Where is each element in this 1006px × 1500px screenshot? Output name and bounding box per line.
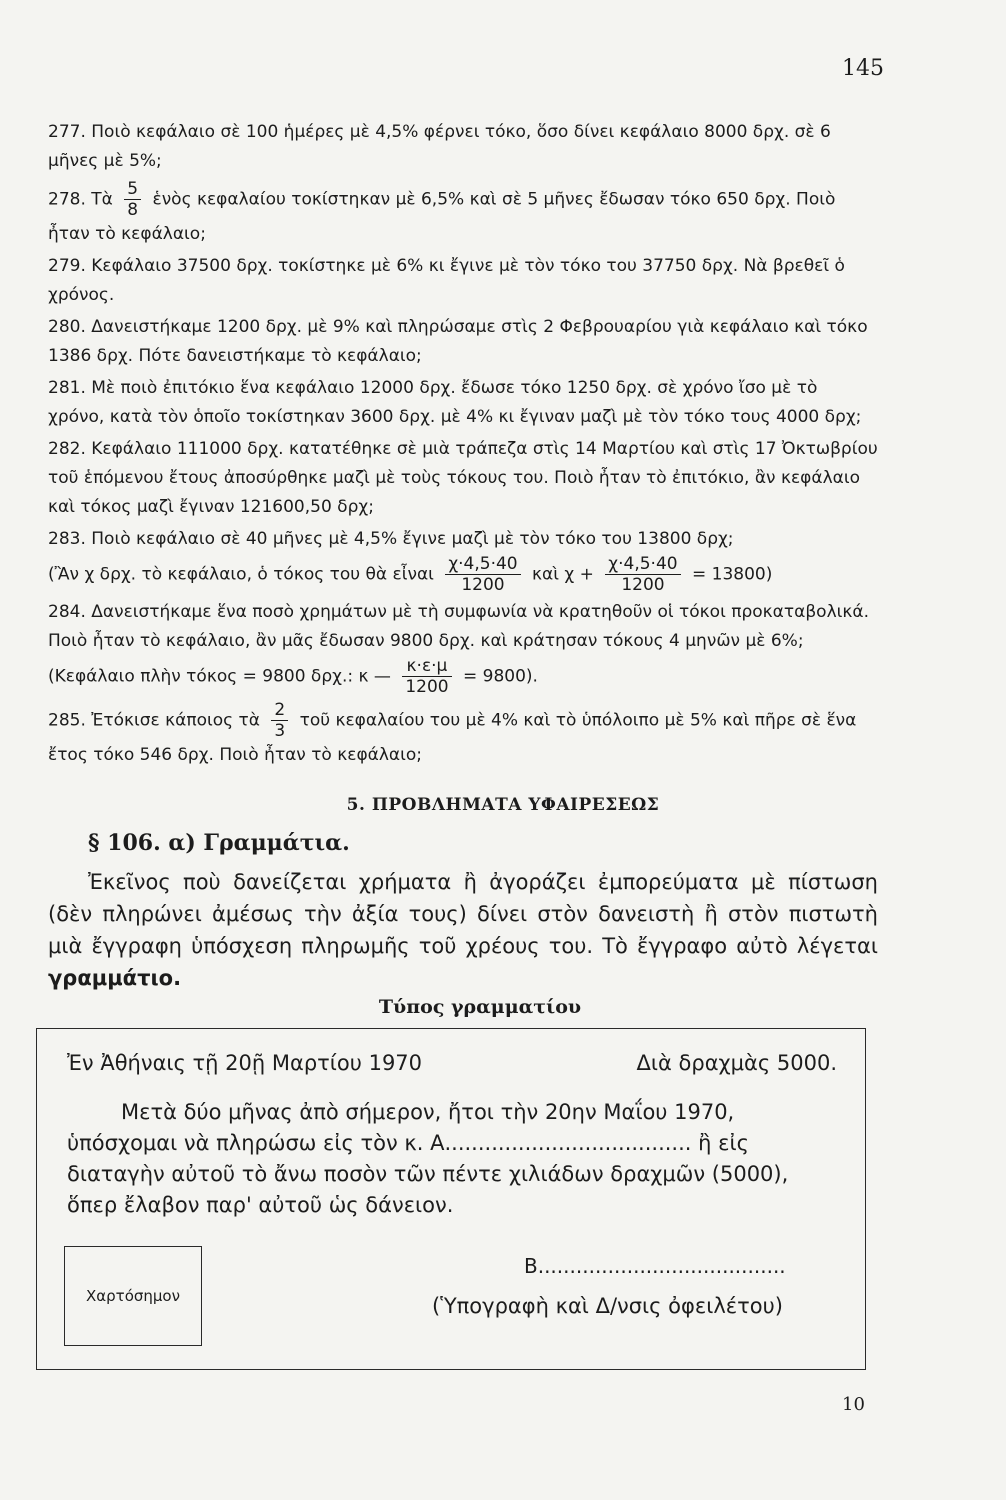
fraction-numerator: 2 <box>271 700 288 721</box>
fraction <box>271 700 288 741</box>
fraction-denominator: 1200 <box>621 575 665 595</box>
problem-text: 284. Δανειστήκαμε ἕνα ποσὸ χρημάτων μὲ τὴ συμφωνία νὰ κρατηθοῦν οἱ τόκοι προκαταβολικά. Ποιὸ ἦταν τὸ κεφάλαιο, ἂν μᾶς ἔδωσαν 9800 δρχ. καὶ κράτησαν τόκους 4 μηνῶν μὲ 6%; <box>48 602 870 651</box>
fraction-numerator: χ·4,5·40 <box>605 554 680 575</box>
footer-number: 10 <box>842 1394 865 1415</box>
hint-text: = 9800). <box>462 666 538 687</box>
fraction-numerator: χ·4,5·40 <box>445 554 520 575</box>
note-amount: Διὰ δραχμὰς 5000. <box>636 1051 837 1075</box>
intro-paragraph <box>48 866 878 994</box>
problem-text: 283. Ποιὸ κεφάλαιο σὲ 40 μῆνες μὲ 4,5% ἔγινε μαζὶ μὲ τὸν τόκο του 13800 δρχ; <box>48 529 734 549</box>
fraction-numerator: κ·ε·μ <box>402 656 451 677</box>
paragraph-text: Ἐκεῖνος ποὺ δανείζεται χρήματα ἢ ἀγοράζει ἐμπορεύματα μὲ πίστωση (δὲν πληρώνει ἀμέσως τὴν ἀξία τους) δίνει στὸν δανειστὴ ἢ στὸν πιστωτὴ μιὰ ἔγγραφη ὑπόσχεση πληρωμῆς τοῦ χρέους του. Τὸ ἔγγραφο αὐτὸ λέγεται <box>48 870 878 958</box>
fraction <box>124 179 141 220</box>
fraction <box>445 554 520 595</box>
paragraph-term: γραμμάτιο. <box>48 966 182 990</box>
problem-281: 281. Μὲ ποιὸ ἐπιτόκιο ἕνα κεφάλαιο 12000 δρχ. ἔδωσε τόκο 1250 δρχ. σὲ χρόνο ἴσο μὲ τὸ χρόνο, κατὰ τὸν ὁποῖο τοκίστηκαν 3600 δρχ. μὲ 4% κι ἔγιναν μαζὶ μὲ τὸν τόκο τους 4000 δρχ; <box>48 378 862 427</box>
page-number: 145 <box>842 56 884 81</box>
problem-text: ἑνὸς κεφαλαίου τοκίστηκαν μὲ 6,5% καὶ σὲ 5 μῆνες ἔδωσαν τόκο 650 δρχ. Ποιὸ ἦταν τὸ κεφάλαιο; <box>48 189 836 244</box>
problem-277: 277. Ποιὸ κεφάλαιο σὲ 100 ἡμέρες μὲ 4,5% φέρνει τόκο, ὅσο δίνει κεφάλαιο 8000 δρχ. σὲ 6 μῆνες μὲ 5%; <box>48 122 831 171</box>
problem-282: 282. Κεφάλαιο 111000 δρχ. κατατέθηκε σὲ μιὰ τράπεζα στὶς 14 Μαρτίου καὶ στὶς 17 Ὀκτωβρίου τοῦ ἑπόμενου ἔτους ἀποσύρθηκε μαζὶ μὲ τοὺς τόκους του. Ποιὸ ἦταν τὸ ἐπιτόκιο, ἂν κεφάλαιο καὶ τόκος μαζὶ ἔγιναν 121600,50 δρχ; <box>48 439 878 517</box>
section-title: 5. ΠΡΟΒΛΗΜΑΤΑ ΥΦΑΙΡΕΣΕΩΣ <box>346 795 660 815</box>
problem-text: 278. Τὰ <box>48 189 113 210</box>
problem-text: τοῦ κεφαλαίου του μὲ 4% καὶ τὸ ὑπόλοιπο μὲ 5% καὶ πῆρε σὲ ἕνα ἔτος τόκο 546 δρχ. Ποιὸ ἦταν τὸ κεφάλαιο; <box>48 710 857 765</box>
problem-text: 285. Ἐτόκισε κάποιος τὰ <box>48 710 260 731</box>
fraction <box>605 554 680 595</box>
problem-285 <box>48 700 878 770</box>
fraction <box>402 656 451 697</box>
fraction-numerator: 5 <box>124 179 141 200</box>
problem-279: 279. Κεφάλαιο 37500 δρχ. τοκίστηκε μὲ 6% κι ἔγινε μὲ τὸν τόκο του 37750 δρχ. Νὰ βρεθεῖ ὁ χρόνος. <box>48 256 845 305</box>
problem-283 <box>48 525 878 595</box>
fraction-denominator: 3 <box>274 721 286 741</box>
signature-line: Β....................................... <box>524 1254 786 1278</box>
problem-280: 280. Δανειστήκαμε 1200 δρχ. μὲ 9% καὶ πληρώσαμε στὶς 2 Φεβρουαρίου γιὰ κεφάλαιο καὶ τόκο 1386 δρχ. Πότε δανειστήκαμε τὸ κεφάλαιο; <box>48 317 868 366</box>
hint-text: καὶ χ + <box>532 564 594 585</box>
problem-284 <box>48 598 878 697</box>
signature-label: (Ὑπογραφὴ καὶ Δ/νσις ὀφειλέτου) <box>432 1294 783 1318</box>
subsection-title: § 106. α) Γραμμάτια. <box>88 830 350 856</box>
problem-list <box>48 118 878 773</box>
problem-278 <box>48 179 878 249</box>
fraction-denominator: 8 <box>127 200 139 220</box>
hint-text: (Ἂν χ δρχ. τὸ κεφάλαιο, ὁ τόκος του θὰ εἶναι <box>48 564 434 585</box>
note-header <box>67 1051 837 1075</box>
form-title: Τύπος γραμματίου <box>378 996 582 1018</box>
fraction-denominator: 1200 <box>405 677 449 697</box>
stamp-box <box>64 1246 202 1346</box>
hint-text: = 13800) <box>692 564 773 585</box>
fraction-denominator: 1200 <box>461 575 505 595</box>
note-body <box>67 1097 837 1221</box>
stamp-label: Χαρτόσημον <box>85 1287 180 1305</box>
hint-text: (Κεφάλαιο πλὴν τόκος = 9800 δρχ.: κ — <box>48 666 391 687</box>
note-place-date: Ἐν Ἀθήναις τῇ 20ῇ Μαρτίου 1970 <box>67 1051 423 1075</box>
note-body-text: Μετὰ δύο μῆνας ἀπὸ σήμερον, ἤτοι τὴν 20ην Μαΐου 1970, ὑπόσχομαι νὰ πληρώσω εἰς τὸν κ. Α..................................... ἢ εἰς διαταγὴν αὐτοῦ τὸ ἄνω ποσὸν τῶν πέντε χιλιάδων δραχμῶν (5000), ὅπερ ἔλαβον παρ' αὐτοῦ ὡς δάνειον. <box>67 1100 789 1217</box>
